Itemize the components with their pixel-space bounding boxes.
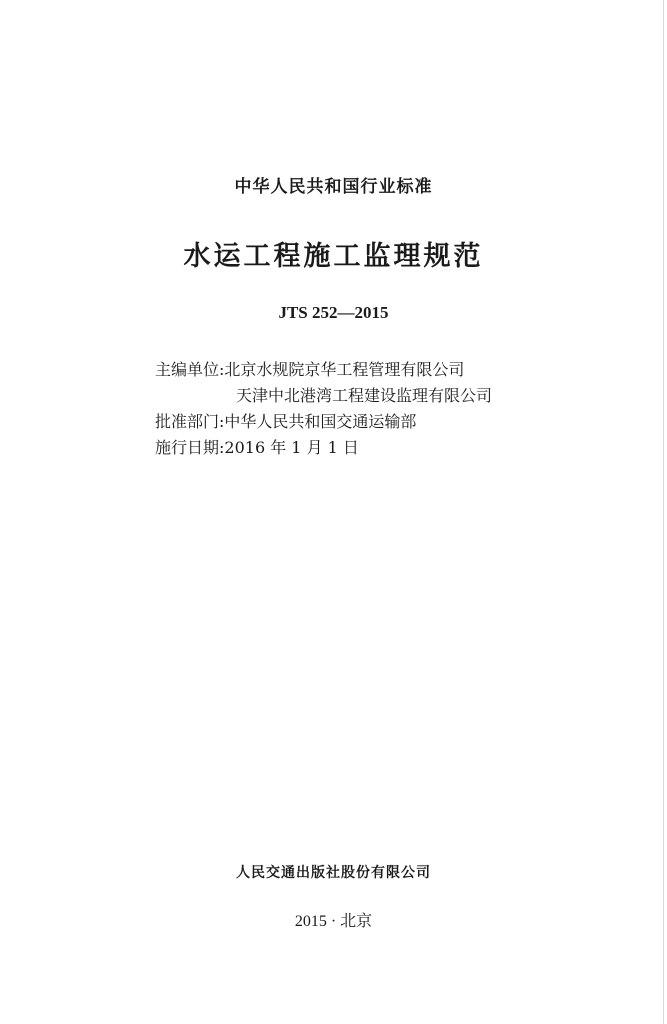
approver-value: 中华人民共和国交通运输部 [224,412,417,431]
standard-category: 中华人民共和国行业标准 [234,177,433,197]
publisher-name: 人民交通出版社股份有限公司 [236,865,431,881]
effective-date-label: 施行日期: [155,438,225,457]
chief-editor-secondary: 天津中北港湾工程建设监理有限公司 [236,386,493,405]
document-code: JTS 252—2015 [278,303,389,322]
document-title: 水运工程施工监理规范 [183,241,484,272]
chief-editor-row-secondary [155,383,555,409]
chief-editor-primary: 北京水规院京华工程管理有限公司 [224,360,465,379]
approver-label: 批准部门: [155,412,225,431]
chief-editor-label: 主编单位: [155,360,225,379]
effective-date-value: 2016 年 1 月 1 日 [224,438,359,457]
publication-year-place: 2015 · 北京 [294,913,373,930]
effective-date-row [155,435,555,461]
document-meta [155,357,555,461]
chief-editor-row [155,357,555,383]
approver-row [155,409,555,435]
